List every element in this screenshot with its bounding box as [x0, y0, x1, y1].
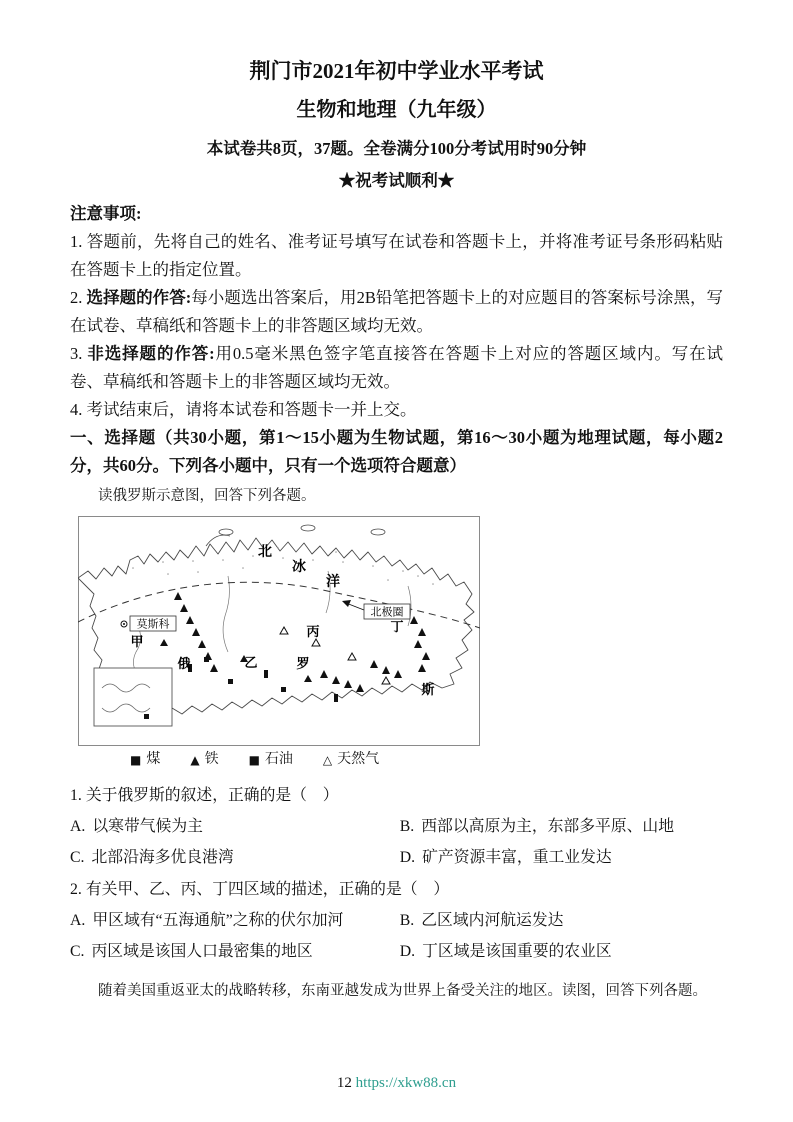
question-1-option-b[interactable]: [400, 811, 723, 842]
exam-title: 荆门市2021年初中学业水平考试: [249, 59, 544, 83]
map-label-region-yi: 乙: [244, 655, 258, 670]
russia-map-svg: [78, 516, 480, 746]
question-2-number: 2.: [70, 881, 82, 898]
option-d-label: D.: [399, 943, 416, 960]
option-d-text: 丁区域是该国重要的农业区: [422, 943, 612, 960]
option-a-text: 以寒带气候为主: [92, 818, 203, 835]
map-label-country-char3: 斯: [421, 682, 435, 697]
legend-label-iron: 铁: [204, 752, 219, 767]
question-1-option-d[interactable]: [400, 842, 723, 873]
map-label-ocean-char3: 洋: [326, 575, 340, 590]
map-inset-box: [94, 668, 172, 726]
option-d-label: D.: [399, 849, 416, 866]
option-c-label: C.: [70, 943, 85, 960]
option-b-text: 西部以高原为主，东部多平原、山地: [421, 818, 675, 835]
notice-item-2: [70, 284, 723, 340]
map-question-intro: 读俄罗斯示意图，回答下列各题。: [98, 488, 316, 504]
question-1-number: 1.: [70, 787, 82, 804]
option-b-label: B.: [399, 818, 415, 835]
oil-symbol-icon: ■: [248, 753, 260, 767]
map-legend: [130, 751, 480, 769]
notice-item-3-number: 3.: [70, 344, 83, 363]
option-c-label: C.: [70, 849, 85, 866]
notice-item-1: [70, 228, 723, 284]
option-a-label: A.: [70, 818, 86, 835]
map-label-region-ding: 丁: [390, 619, 404, 634]
notice-item-1-text: 答题前，先将自己的姓名、准考证号填写在试卷和答题卡上，并将准考证号条形码粘贴在答题卡上的指定位置。: [70, 232, 723, 279]
question-2-option-c[interactable]: [70, 936, 400, 967]
option-a-label: A.: [70, 912, 86, 929]
option-b-text: 乙区域内河航运发达: [421, 912, 564, 929]
question-2-option-a[interactable]: [70, 905, 400, 936]
option-a-text: 甲区域有“五海通航”之称的伏尔加河: [92, 912, 344, 929]
question-1-stem: [70, 781, 723, 811]
question-2-option-d[interactable]: [400, 936, 723, 967]
notice-item-2-bold: 选择题的作答:: [86, 288, 192, 307]
legend-item-oil: [249, 751, 293, 769]
notice-item-3: [70, 340, 723, 396]
question-1-options: [70, 811, 723, 873]
moscow-marker: [121, 621, 127, 627]
map-label-country-char1: 俄: [177, 656, 191, 671]
gas-symbol-icon: △: [322, 753, 333, 767]
question-2-option-b[interactable]: [400, 905, 723, 936]
legend-item-iron: [190, 751, 218, 769]
southern-mountain-range: [320, 670, 364, 692]
option-c-text: 北部沿海多优良港湾: [91, 849, 234, 866]
map-label-moscow: 莫斯科: [136, 618, 170, 631]
question-2-options: [70, 905, 723, 967]
next-question-intro: 随着美国重返亚太的战略转移，东南亚越发成为世界上备受关注的地区。读图，回答下列各题。: [98, 983, 707, 999]
notice-item-4-text: 考试结束后，请将本试卷和答题卡一并上交。: [86, 400, 417, 419]
arctic-islands: [206, 525, 385, 546]
option-c-text: 丙区域是该国人口最密集的地区: [91, 943, 313, 960]
legend-item-gas: [323, 751, 379, 769]
question-1-text: 关于俄罗斯的叙述，正确的是（ ）: [85, 787, 339, 804]
legend-label-coal: 煤: [146, 752, 161, 767]
baikal-mountain-range: [370, 660, 402, 678]
notice-heading: 注意事项:: [70, 204, 142, 223]
question-2-stem: [70, 875, 723, 905]
legend-item-coal: [130, 751, 160, 769]
notice-item-2-text: 每小题选出答案后，用2B铅笔把答题卡上的对应题目的答案标号涂黑，写在试卷、草稿纸和答题卡上的非答题区域均无效。: [70, 288, 724, 335]
paper-info-line: 本试卷共8页，37题。全卷满分100分考试用时90分钟: [206, 139, 587, 158]
section-one-heading: 一、选择题（共30小题，第1～15小题为生物试题，第16～30小题为地理试题，每小题2分，共60分。下列各小题中，只有一个选项符合题意）: [70, 428, 723, 475]
notice-item-1-number: 1.: [70, 232, 83, 251]
map-label-region-jia: 甲: [130, 634, 144, 649]
page-number: 12: [336, 1075, 352, 1091]
notice-item-4-number: 4.: [70, 400, 83, 419]
question-2-text: 有关甲、乙、丙、丁四区域的描述，正确的是（ ）: [85, 881, 450, 898]
russia-map-figure: [78, 516, 480, 769]
notice-item-2-number: 2.: [70, 288, 83, 307]
map-label-country-char2: 罗: [296, 656, 310, 671]
notice-item-3-text: 用0.5毫米黑色签字笔直接答在答题卡上对应的答题区域内。写在试卷、草稿纸和答题卡上的非答题区域均无效。: [70, 344, 724, 391]
question-1-option-a[interactable]: [70, 811, 400, 842]
exam-wish-line: ★祝考试顺利★: [338, 171, 455, 190]
map-label-ocean-char1: 北: [258, 545, 272, 560]
notice-item-3-bold: 非选择题的作答:: [87, 344, 215, 363]
exam-subtitle: 生物和地理（九年级）: [296, 99, 497, 121]
notice-item-4: [70, 396, 723, 424]
option-b-label: B.: [399, 912, 415, 929]
eastern-mountain-range: [410, 616, 430, 672]
option-d-text: 矿产资源丰富，重工业发达: [422, 849, 612, 866]
iron-symbol-icon: ▲: [190, 753, 200, 767]
legend-label-gas: 天然气: [337, 752, 380, 767]
question-1-option-c[interactable]: [70, 842, 400, 873]
coal-symbol-icon: ■: [130, 753, 142, 767]
legend-label-oil: 石油: [264, 752, 293, 767]
map-label-region-bing: 丙: [306, 624, 320, 639]
footer-url-link[interactable]: https://xkw88.cn: [355, 1075, 457, 1091]
page-footer: [70, 1052, 723, 1094]
map-label-arctic-circle: 北极圈: [370, 606, 404, 619]
arctic-circle-arrowhead: [342, 600, 351, 607]
map-label-ocean-char2: 冰: [292, 560, 306, 575]
